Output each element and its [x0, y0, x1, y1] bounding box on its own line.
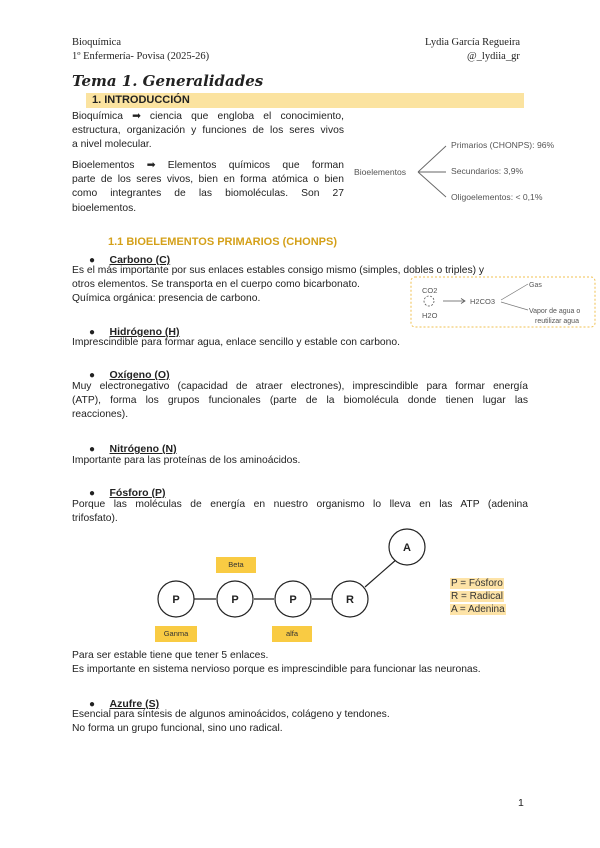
header-subject: Bioquímica [72, 37, 121, 48]
bullet-icon: ● [89, 699, 96, 710]
azufre-text: Esencial para síntesis de algunos aminoácidos, colágeno y tendones. No forma un grupo funcional, sino uno radical. [72, 709, 390, 735]
branch-line-primarios [418, 146, 446, 172]
diagram-branch-primarios: Primarios (CHONPS): 96% [451, 140, 555, 150]
branch-vapor [501, 302, 528, 310]
node-p3-label: P [289, 594, 297, 606]
bullet-icon: ● [89, 327, 96, 338]
bioelementos-term: Bioelementos [72, 160, 135, 171]
bond-line [365, 559, 397, 587]
legend-fosforo: P = Fósforo [451, 578, 503, 589]
gas-label: Gas [529, 282, 542, 289]
branch-gas [501, 284, 528, 300]
fosforo-after-text: Para ser estable tiene que tener 5 enlaces. Es importante en sistema nervioso porque es imprescindible para funcionar las neuronas. [72, 650, 481, 676]
carbono-text: Es el más importante por sus enlaces estables consigo mismo (simples, dobles o triples) y otros elementos. Se transporta en el cuerpo como bicarbonato. Química orgánica: presencia de carbono. [72, 265, 485, 305]
node-p2-label: P [231, 594, 239, 606]
nitrogeno-heading: Nitrógeno (N) [109, 443, 177, 455]
tag-alfa: alfa [272, 626, 312, 642]
hidrogeno-heading: Hidrógeno (H) [109, 326, 180, 338]
oxigeno-heading: Oxígeno (O) [109, 369, 170, 381]
h2co3-label: H2CO3 [470, 297, 496, 306]
co2-diagram [408, 273, 598, 331]
section-heading-intro: 1. INTRODUCCIÓN [92, 94, 190, 106]
vapor-label-1: Vapor de agua o [529, 308, 581, 315]
node-p1-label: P [172, 594, 180, 606]
legend-radical: R = Radical [451, 591, 503, 602]
node-a-label: A [403, 542, 411, 554]
hidrogeno-text: Imprescindible para formar agua, enlace sencillo y estable con carbono. [72, 337, 400, 348]
node-r-label: R [346, 594, 354, 606]
bullet-icon: ● [89, 488, 96, 499]
bioelementos-diagram [350, 132, 570, 210]
arrow-icon: ➡ [146, 160, 156, 171]
arrow-icon: ➡ [132, 111, 141, 122]
diagram-branch-secundarios: Secundarios: 3,9% [451, 166, 524, 176]
branch-line-oligo [418, 172, 446, 197]
bullet-icon: ● [89, 444, 96, 455]
fosforo-heading: Fósforo (P) [109, 487, 166, 499]
azufre-heading: Azufre (S) [109, 698, 160, 710]
header-course: 1º Enfermería- Povisa (2025-26) [72, 51, 210, 62]
diagram-root: Bioelementos [354, 167, 407, 177]
cycle-icon [424, 296, 434, 306]
legend-adenina: A = Adenina [451, 604, 505, 615]
section-heading-primarios: 1.1 BIOELEMENTOS PRIMARIOS (CHONPS) [108, 236, 337, 248]
vapor-label-2: reutilizar agua [535, 318, 579, 325]
header-handle: @_lydiia_gr [467, 51, 520, 62]
page-title: Tema 1. Generalidades [72, 72, 264, 90]
bioelementos-paragraph: Bioelementos ➡ Elementos químicos que forman parte de los seres vivos, bien en forma atómica o bien como integrantes de las biomoléculas. Son 27 bioelementos. [72, 160, 344, 214]
header-author: Lydia García Regueira [425, 37, 521, 48]
tag-ganma: Ganma [155, 626, 197, 642]
bullet-icon: ● [89, 255, 96, 266]
bioquimica-term: Bioquímica [72, 111, 123, 122]
nitrogeno-text: Importante para las proteínas de los aminoácidos. [72, 455, 301, 466]
fosforo-text: Porque las moléculas de energía en nuestro organismo lo lleva en las ATP (adenina trifosfato). [72, 499, 528, 525]
co2-label: CO2 [422, 286, 438, 295]
tag-beta: Beta [216, 557, 256, 573]
atp-legend [450, 577, 506, 616]
carbono-heading: Carbono (C) [109, 254, 171, 266]
bioquimica-paragraph: Bioquímica ➡ ciencia que engloba el conocimiento, estructura, organización y funciones de los seres vivos a nivel molecular. [72, 111, 344, 151]
oxigeno-text: Muy electronegativo (capacidad de atraer electrones), imprescindible para formar energía (ATP), forma los grupos funcionales (parte de la biomolécula donde tienen lugar las reacciones). [72, 381, 528, 421]
bullet-icon: ● [89, 370, 96, 381]
h2o-label: H2O [422, 311, 438, 320]
page-number: 1 [518, 797, 524, 809]
diagram-branch-oligo: Oligoelementos: < 0,1% [451, 192, 543, 202]
